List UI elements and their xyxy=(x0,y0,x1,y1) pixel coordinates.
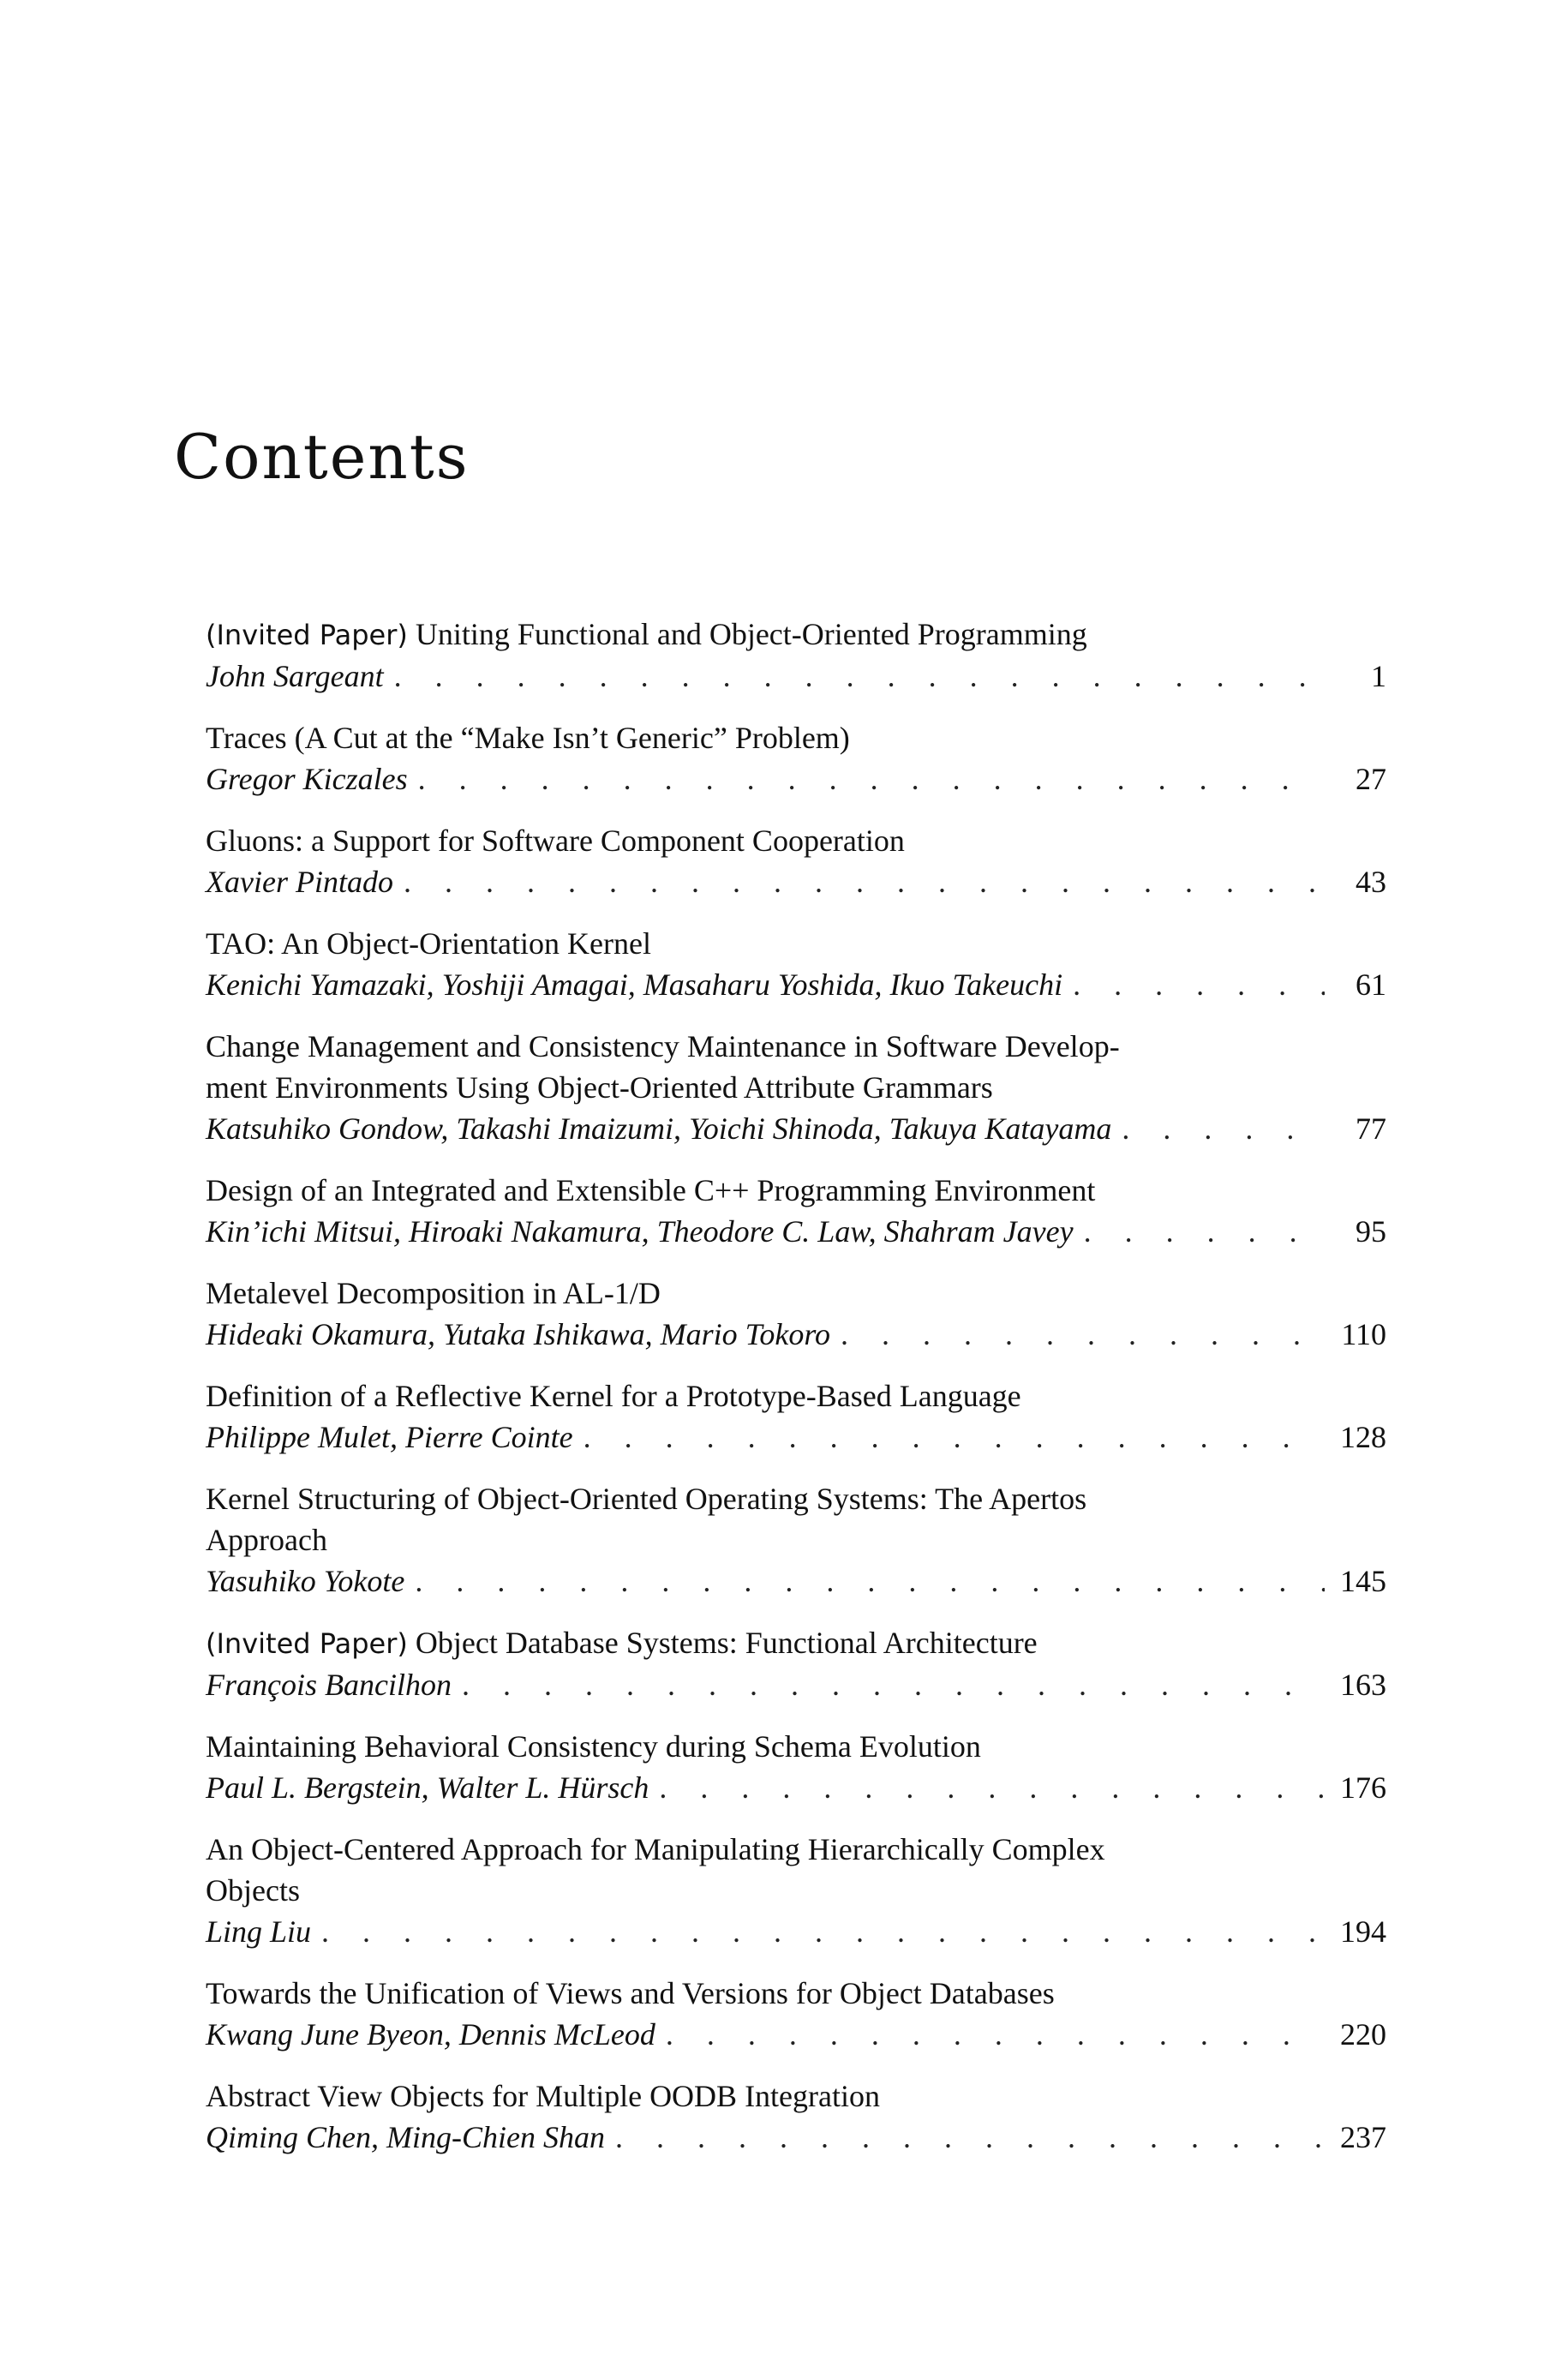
entry-page-number: 77 xyxy=(1356,1111,1386,1146)
entry-page-number: 1 xyxy=(1371,659,1386,693)
entry-authors: Katsuhiko Gondow, Takashi Imaizumi, Yoichi Shinoda, Takuya Katayama xyxy=(206,1111,1112,1146)
toc-entry[interactable] xyxy=(206,1973,1386,2055)
dot-leader xyxy=(1073,964,1325,1005)
entry-authors: John Sargeant xyxy=(206,659,384,693)
dot-leader xyxy=(418,758,1325,800)
entry-title: Gluons: a Support for Software Component Cooperation xyxy=(206,824,905,858)
toc-entry[interactable] xyxy=(206,820,1386,902)
dot-leader xyxy=(615,2117,1325,2158)
entry-authors: Hideaki Okamura, Yutaka Ishikawa, Mario Tokoro xyxy=(206,1317,830,1351)
entry-page-number: 128 xyxy=(1340,1420,1386,1454)
entry-page-number: 220 xyxy=(1340,2017,1386,2052)
toc-entry[interactable] xyxy=(206,1026,1386,1149)
entry-author-line xyxy=(206,1211,1386,1252)
entry-author-line xyxy=(206,1664,1386,1705)
entry-title: Change Management and Consistency Maintenance in Software Develop- xyxy=(206,1029,1120,1063)
dot-leader xyxy=(404,861,1325,902)
entry-page-number: 43 xyxy=(1356,865,1386,899)
entry-author-line xyxy=(206,1314,1386,1355)
toc-entry[interactable] xyxy=(206,717,1386,800)
invited-paper-label: (Invited Paper) xyxy=(206,1627,408,1660)
toc-entry[interactable] xyxy=(206,1273,1386,1355)
toc-entry[interactable] xyxy=(206,1170,1386,1252)
entry-title-text: Object Database Systems: Functional Architecture xyxy=(415,1626,1038,1660)
entry-author-line xyxy=(206,1417,1386,1458)
entry-authors: Philippe Mulet, Pierre Cointe xyxy=(206,1420,573,1454)
invited-paper-label: (Invited Paper) xyxy=(206,619,408,651)
toc-entry[interactable] xyxy=(206,1829,1386,1952)
entry-authors: François Bancilhon xyxy=(206,1668,452,1702)
entry-authors: Ling Liu xyxy=(206,1914,312,1949)
entry-title: Design of an Integrated and Extensible C++ Programming Environment xyxy=(206,1173,1096,1207)
entry-author-line xyxy=(206,2014,1386,2055)
entry-authors: Qiming Chen, Ming-Chien Shan xyxy=(206,2120,605,2154)
entry-title xyxy=(206,614,1386,656)
entry-title: Traces (A Cut at the “Make Isn’t Generic” Problem) xyxy=(206,721,850,755)
dot-leader xyxy=(462,1664,1325,1705)
entry-authors: Gregor Kiczales xyxy=(206,762,408,796)
entry-page-number: 27 xyxy=(1356,762,1386,796)
dot-leader xyxy=(584,1417,1325,1458)
table-of-contents xyxy=(206,614,1386,2178)
entry-title xyxy=(206,1622,1386,1664)
toc-entry[interactable] xyxy=(206,614,1386,697)
entry-page-number: 176 xyxy=(1340,1770,1386,1805)
entry-page-number: 110 xyxy=(1341,1317,1386,1351)
entry-author-line xyxy=(206,1108,1386,1149)
entry-author-line xyxy=(206,1911,1386,1952)
entry-title-continued: Approach xyxy=(206,1523,327,1557)
entry-title-continued: ment Environments Using Object-Oriented Attribute Grammars xyxy=(206,1070,993,1105)
entry-authors: Kenichi Yamazaki, Yoshiji Amagai, Masaharu Yoshida, Ikuo Takeuchi xyxy=(206,967,1063,1002)
toc-entry[interactable] xyxy=(206,1726,1386,1808)
entry-author-line xyxy=(206,2117,1386,2158)
entry-author-line xyxy=(206,656,1386,697)
dot-leader xyxy=(1084,1211,1325,1252)
entry-title-text: Uniting Functional and Object-Oriented Programming xyxy=(415,617,1087,651)
dot-leader xyxy=(666,2014,1325,2055)
entry-author-line xyxy=(206,758,1386,800)
entry-author-line xyxy=(206,1767,1386,1808)
entry-authors: Xavier Pintado xyxy=(206,865,393,899)
entry-title: Metalevel Decomposition in AL-1/D xyxy=(206,1276,661,1310)
toc-entry[interactable] xyxy=(206,1622,1386,1705)
entry-page-number: 237 xyxy=(1340,2120,1386,2154)
page-title: Contents xyxy=(174,421,470,493)
entry-author-line xyxy=(206,964,1386,1005)
entry-title: Towards the Unification of Views and Versions for Object Databases xyxy=(206,1976,1055,2010)
entry-page-number: 145 xyxy=(1340,1564,1386,1598)
toc-entry[interactable] xyxy=(206,923,1386,1005)
entry-title: TAO: An Object-Orientation Kernel xyxy=(206,926,651,961)
entry-page-number: 194 xyxy=(1340,1914,1386,1949)
entry-title: Maintaining Behavioral Consistency during Schema Evolution xyxy=(206,1729,981,1764)
entry-title: Kernel Structuring of Object-Oriented Operating Systems: The Apertos xyxy=(206,1482,1087,1516)
toc-entry[interactable] xyxy=(206,1478,1386,1602)
entry-title: An Object-Centered Approach for Manipulating Hierarchically Complex xyxy=(206,1832,1105,1866)
dot-leader xyxy=(841,1314,1325,1355)
dot-leader xyxy=(394,656,1325,697)
entry-page-number: 95 xyxy=(1356,1214,1386,1249)
dot-leader xyxy=(321,1911,1325,1952)
dot-leader xyxy=(1122,1108,1325,1149)
entry-page-number: 61 xyxy=(1356,967,1386,1002)
entry-title: Definition of a Reflective Kernel for a Prototype-Based Language xyxy=(206,1379,1021,1413)
entry-title: Abstract View Objects for Multiple OODB Integration xyxy=(206,2079,881,2113)
entry-author-line xyxy=(206,1560,1386,1602)
entry-authors: Paul L. Bergstein, Walter L. Hürsch xyxy=(206,1770,649,1805)
entry-authors: Kin’ichi Mitsui, Hiroaki Nakamura, Theodore C. Law, Shahram Javey xyxy=(206,1214,1074,1249)
dot-leader xyxy=(415,1560,1325,1602)
toc-entry[interactable] xyxy=(206,2076,1386,2158)
entry-title-continued: Objects xyxy=(206,1873,300,1908)
entry-page-number: 163 xyxy=(1340,1668,1386,1702)
dot-leader xyxy=(659,1767,1325,1808)
entry-authors: Yasuhiko Yokote xyxy=(206,1564,405,1598)
entry-author-line xyxy=(206,861,1386,902)
toc-entry[interactable] xyxy=(206,1375,1386,1458)
entry-authors: Kwang June Byeon, Dennis McLeod xyxy=(206,2017,655,2052)
